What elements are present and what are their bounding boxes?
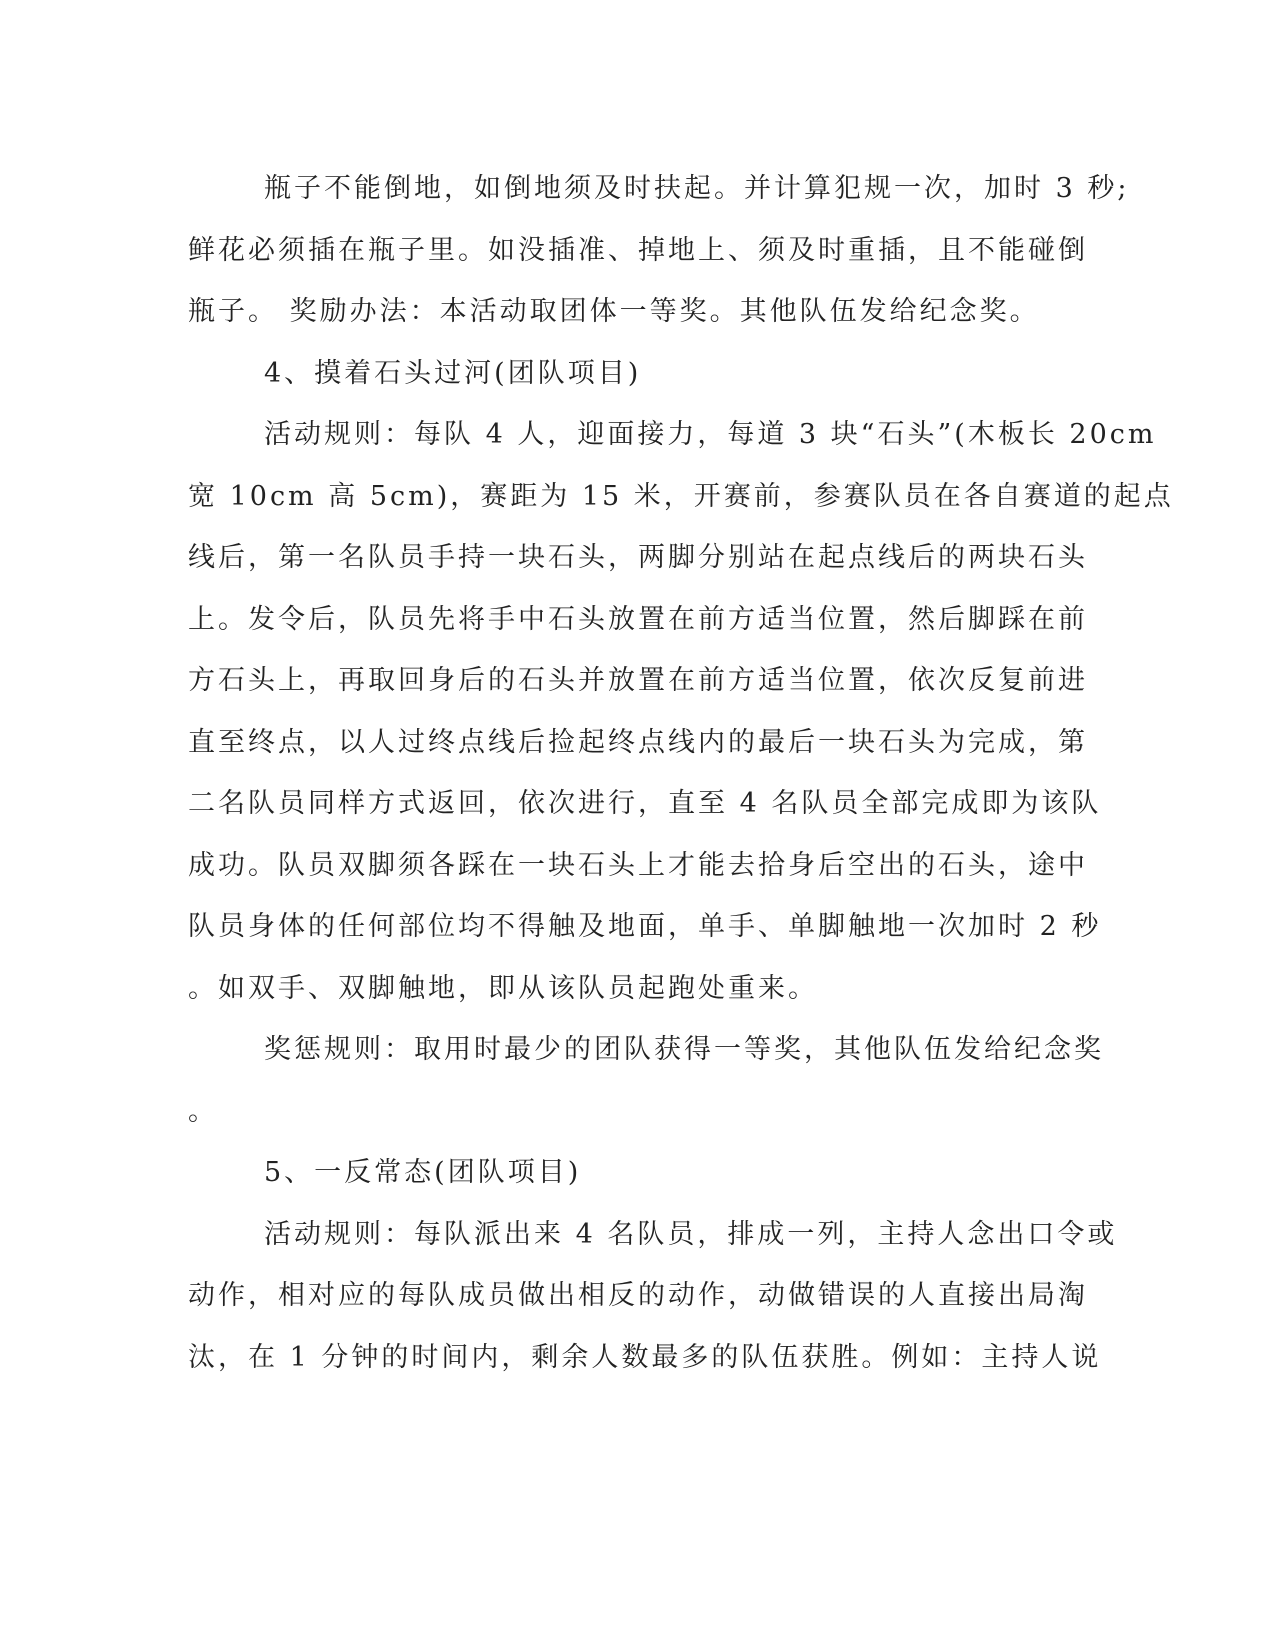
text-line: 成功。队员双脚须各踩在一块石头上才能去拾身后空出的石头，途中 (188, 849, 1088, 881)
section-heading: 4、摸着石头过河(团队项目) (264, 357, 642, 389)
text-line: 瓶子不能倒地，如倒地须及时扶起。并计算犯规一次，加时 3 秒; (264, 173, 1130, 204)
text-line: 活动规则：每队派出来 4 名队员，排成一列，主持人念出口令或 (264, 1218, 1118, 1250)
text-line: 汰，在 1 分钟的时间内，剩余人数最多的队伍获胜。例如：主持人说 (188, 1341, 1102, 1373)
text-line: 线后，第一名队员手持一块石头，两脚分别站在起点线后的两块石头 (188, 542, 1088, 573)
text-line: 动作，相对应的每队成员做出相反的动作，动做错误的人直接出局淘 (188, 1280, 1088, 1311)
text-line: 方石头上，再取回身后的石头并放置在前方适当位置，依次反复前进 (188, 665, 1088, 696)
text-line: 队员身体的任何部位均不得触及地面，单手、单脚触地一次加时 2 秒 (188, 911, 1102, 942)
text-line: 活动规则：每队 4 人，迎面接力，每道 3 块“石头”(木板长 20cm (264, 419, 1157, 450)
text-line: 上。发令后，队员先将手中石头放置在前方适当位置，然后脚踩在前 (188, 603, 1088, 635)
section-heading: 5、一反常态(团队项目) (264, 1157, 582, 1188)
text-line: 二名队员同样方式返回，依次进行，直至 4 名队员全部完成即为该队 (188, 788, 1102, 819)
text-line: 。如双手、双脚触地，即从该队员起跑处重来。 (188, 972, 818, 1004)
text-line: 奖惩规则：取用时最少的团队获得一等奖，其他队伍发给纪念奖 (264, 1034, 1104, 1065)
text-line: 直至终点，以人过终点线后捡起终点线内的最后一块石头为完成，第 (188, 726, 1088, 758)
text-line: 宽 10cm 高 5cm)，赛距为 15 米，开赛前，参赛队员在各自赛道的起点 (188, 480, 1174, 512)
text-line: 鲜花必须插在瓶子里。如没插准、掉地上、须及时重插，且不能碰倒 (188, 234, 1088, 266)
text-line: 瓶子。 奖励办法：本活动取团体一等奖。其他队伍发给纪念奖。 (188, 296, 1040, 327)
document-page (188, 158, 1174, 1388)
text-line: 。 (188, 1095, 218, 1127)
